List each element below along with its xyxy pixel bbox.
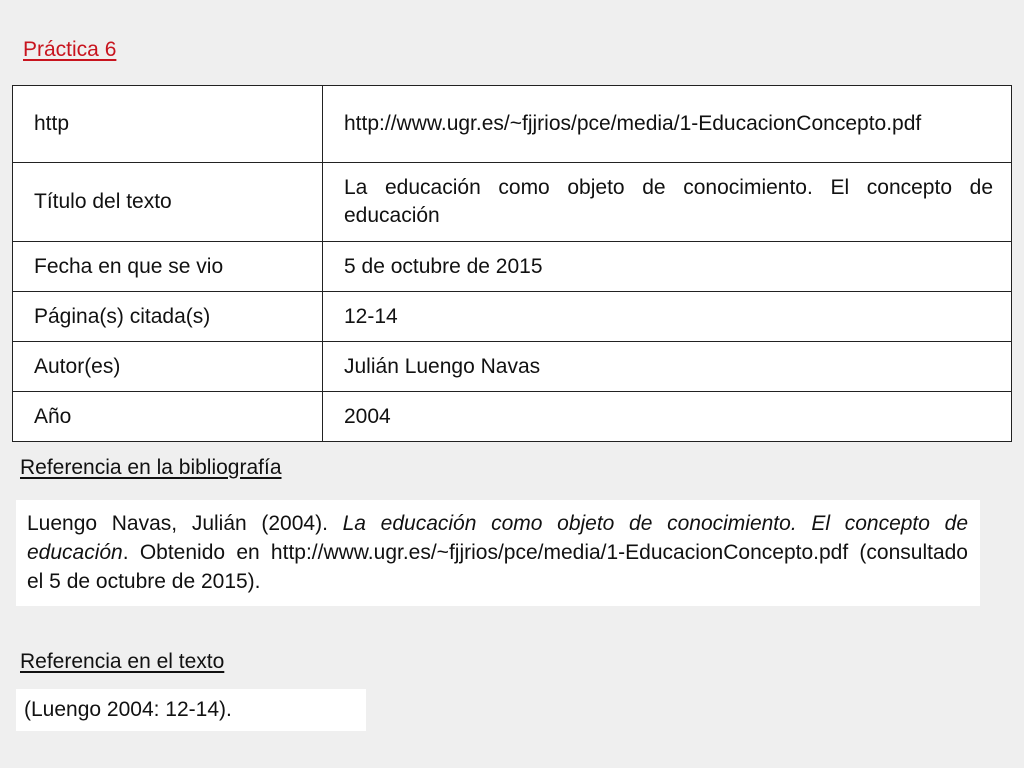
page-title: Práctica 6 [23, 38, 117, 61]
table-row [13, 86, 1012, 163]
row-label: Año [13, 392, 323, 442]
bibliography-entry [16, 500, 980, 606]
row-label: Página(s) citada(s) [13, 292, 323, 342]
table-row [13, 292, 1012, 342]
row-value: http://www.ugr.es/~fjjrios/pce/media/1-EducacionConcepto.pdf [323, 86, 1012, 163]
row-label: Autor(es) [13, 342, 323, 392]
in-text-heading: Referencia en el texto [20, 650, 225, 673]
table-row [13, 242, 1012, 292]
row-value: 2004 [323, 392, 1012, 442]
table-row [13, 163, 1012, 242]
row-label: Título del texto [13, 163, 323, 242]
bibliography-source: . Obtenido en http://www.ugr.es/~fjjrios/pce/media/1-EducacionConcepto.pdf (consultado el 5 de octubre de 2015). [27, 541, 968, 593]
row-value: La educación como objeto de conocimiento. El concepto de educación [323, 163, 1012, 242]
table-row [13, 392, 1012, 442]
row-label: http [13, 86, 323, 163]
source-info-table [12, 85, 1012, 442]
bibliography-heading: Referencia en la bibliografía [20, 456, 282, 479]
row-value: 5 de octubre de 2015 [323, 242, 1012, 292]
row-value: 12-14 [323, 292, 1012, 342]
table-row [13, 342, 1012, 392]
row-label: Fecha en que se vio [13, 242, 323, 292]
bibliography-work-title: La educación como objeto de conocimiento. El concepto de educación [27, 512, 968, 564]
row-value: Julián Luengo Navas [323, 342, 1012, 392]
in-text-citation: (Luengo 2004: 12-14). [16, 689, 366, 731]
bibliography-author-year: Luengo Navas, Julián (2004). [27, 512, 343, 535]
